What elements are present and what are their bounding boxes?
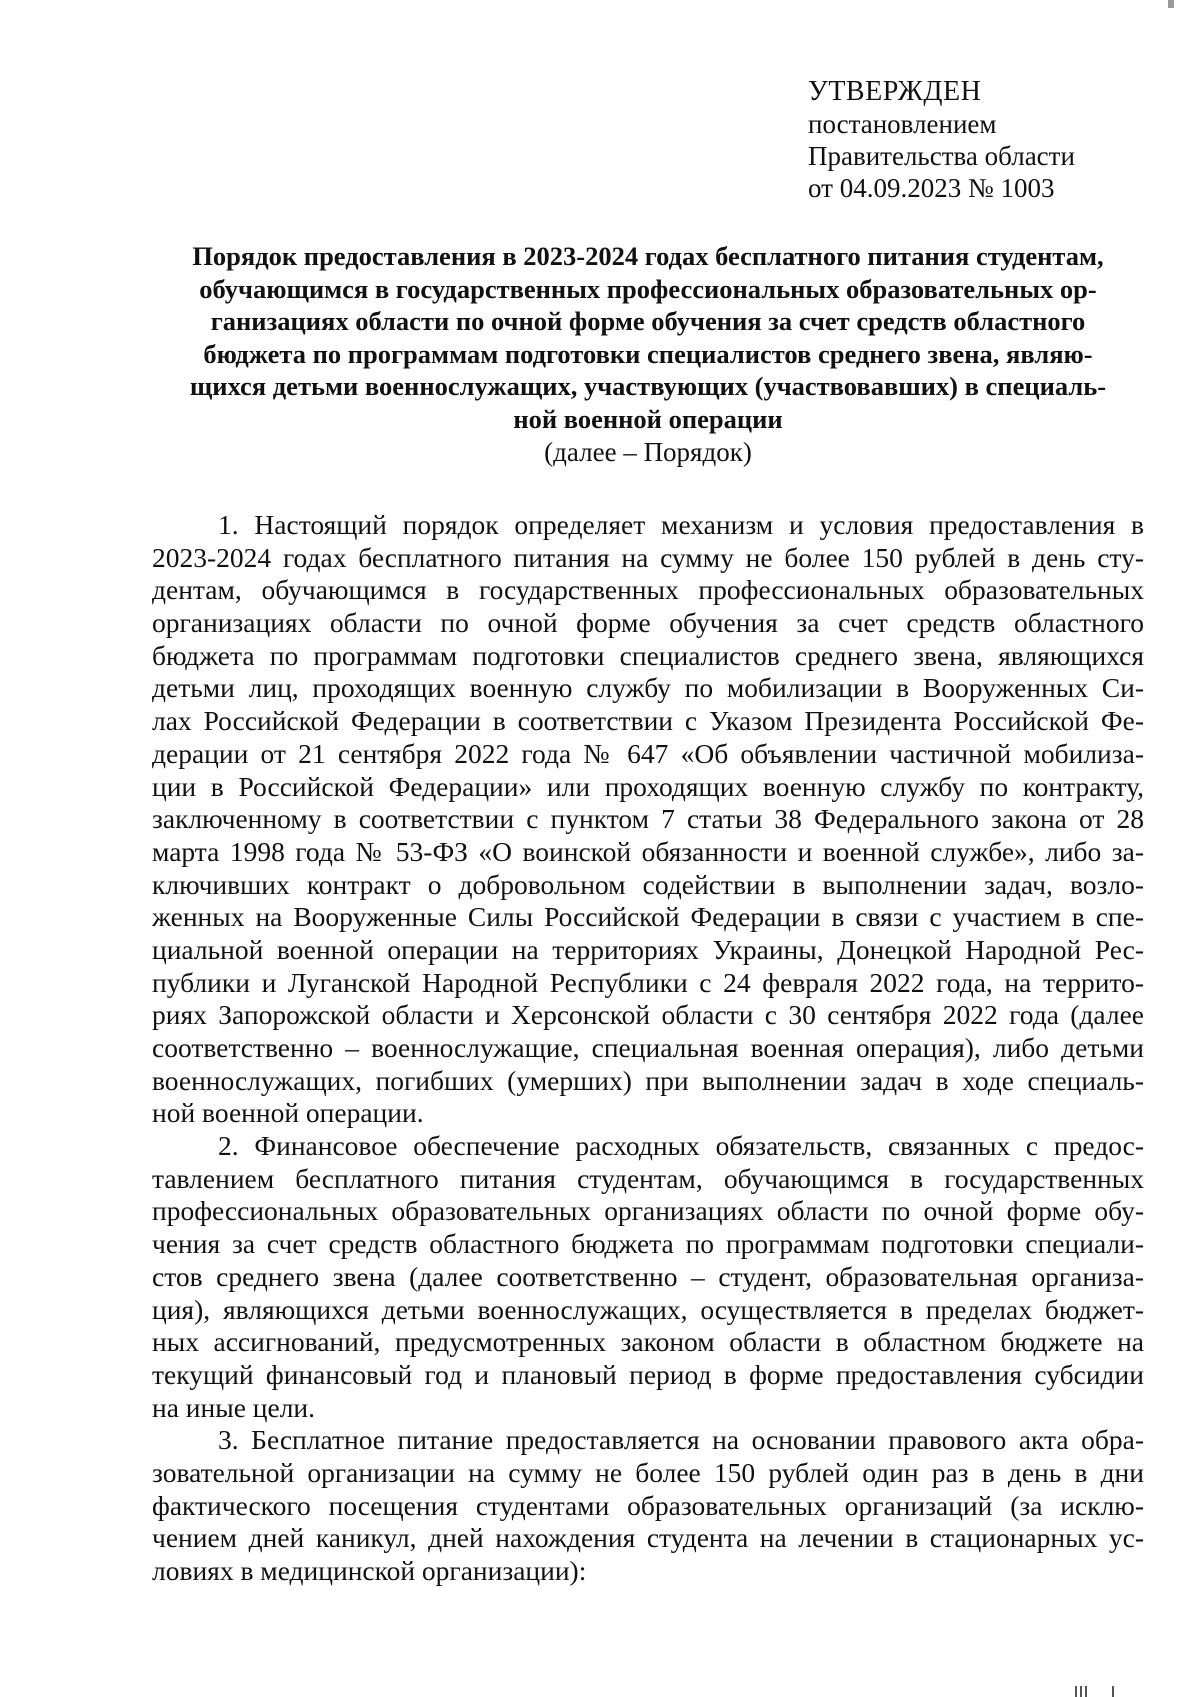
title-line: бюджета по программам подготовки специалистов среднего звена, являю-: [203, 338, 1093, 369]
text-line: 2. Финансовое обеспечение расходных обязательств, связанных с предос-: [218, 1130, 1144, 1162]
approval-stamp-block: [808, 76, 1075, 204]
text-line: текущий финансовый год и плановый период в форме предоставления субсидии: [152, 1358, 1144, 1390]
paragraph-2: [152, 1130, 1144, 1424]
scan-artifact-top: [1168, 0, 1174, 8]
approval-heading: УТВЕРЖДЕН: [808, 76, 982, 107]
text-line: ключивших контракт о добровольном содействии в выполнении задач, возло-: [152, 868, 1144, 900]
text-line: заключенному в соответствии с пунктом 7 статьи 38 Федерального закона от 28: [152, 803, 1144, 835]
title-line: щихся детьми военнослужащих, участвующих (участвовавших) в специаль-: [189, 371, 1107, 401]
text-line: фактического посещения студентами образовательных организаций (за исклю-: [152, 1489, 1144, 1521]
title-line: обучающимся в государственных профессиональных образовательных ор-: [199, 273, 1097, 304]
title-line: ной военной операции: [513, 403, 783, 434]
title-line: Порядок предоставления в 2023-2024 годах бесплатного питания студентам,: [192, 241, 1104, 271]
approval-line-government: Правительства области: [808, 141, 1075, 171]
text-line: ной военной операции.: [152, 1097, 424, 1129]
document-title: [152, 240, 1144, 469]
approval-line-date-number: от 04.09.2023 № 1003: [808, 173, 1055, 203]
approval-line-resolution: постановлением: [808, 109, 997, 139]
text-line: ция), являющихся детьми военнослужащих, осуществляется в пределах бюджет-: [152, 1293, 1144, 1325]
text-line: риях Запорожской области и Херсонской области с 30 сентября 2022 года (далее: [152, 999, 1144, 1031]
text-line: чением дней каникул, дней нахождения студента на лечении в стационарных ус-: [152, 1522, 1144, 1554]
title-line: ганизациях области по очной форме обучения за счет средств областного: [210, 306, 1086, 336]
text-line: ловиях в медицинской организации):: [152, 1555, 587, 1586]
text-line: зовательной организации на сумму не более 150 рублей один раз в день в дни: [152, 1456, 1144, 1488]
text-line: женных на Вооруженные Силы Российской Федерации в связи с участием в спе-: [152, 901, 1144, 933]
text-line: циальной военной операции на территориях Украины, Донецкой Народной Рес-: [152, 933, 1144, 965]
text-line: 1. Настоящий порядок определяет механизм и условия предоставления в: [218, 509, 1144, 540]
paragraph-1: [152, 509, 1144, 1130]
text-line: ции в Российской Федерации» или проходящих военную службу по контракту,: [152, 770, 1144, 802]
text-line: дентам, обучающимся в государственных профессиональных образовательных: [152, 574, 1144, 606]
text-line: ных ассигнований, предусмотренных законом области в областном бюджете на: [152, 1326, 1144, 1358]
text-line: дерации от 21 сентября 2022 года № 647 «Об объявлении частичной мобилиза-: [152, 737, 1144, 769]
title-subtitle: (далее – Порядок): [544, 437, 752, 467]
text-line: лах Российской Федерации в соответствии с Указом Президента Российской Фе-: [152, 705, 1144, 737]
text-line: детьми лиц, проходящих военную службу по мобилизации в Вооруженных Си-: [152, 672, 1144, 704]
scan-artifact-bottom: [1075, 1682, 1115, 1697]
document-body: [152, 509, 1144, 1588]
text-line: марта 1998 года № 53-ФЗ «О воинской обязанности и военной службе», либо за-: [152, 835, 1144, 867]
text-line: публики и Луганской Народной Республики с 24 февраля 2022 года, на террито-: [152, 966, 1144, 998]
text-line: тавлением бесплатного питания студентам, обучающимся в государственных: [152, 1162, 1144, 1194]
text-line: 2023-2024 годах бесплатного питания на сумму не более 150 рублей в день сту-: [152, 541, 1144, 573]
text-line: 3. Бесплатное питание предоставляется на основании правового акта обра-: [218, 1424, 1144, 1456]
text-line: военнослужащих, погибших (умерших) при выполнении задач в ходе специаль-: [152, 1064, 1144, 1096]
text-line: профессиональных образовательных организациях области по очной форме обу-: [152, 1195, 1144, 1227]
text-line: бюджета по программам подготовки специалистов среднего звена, являющихся: [152, 639, 1144, 671]
text-line: стов среднего звена (далее соответственно – студент, образовательная организа-: [152, 1260, 1144, 1292]
text-line: чения за счет средств областного бюджета по программам подготовки специали-: [152, 1228, 1144, 1260]
text-line: соответственно – военнослужащие, специальная военная операция), либо детьми: [152, 1032, 1144, 1063]
text-line: на иные цели.: [152, 1391, 316, 1423]
text-line: организациях области по очной форме обучения за счет средств областного: [152, 607, 1144, 639]
paragraph-3: [152, 1424, 1144, 1587]
